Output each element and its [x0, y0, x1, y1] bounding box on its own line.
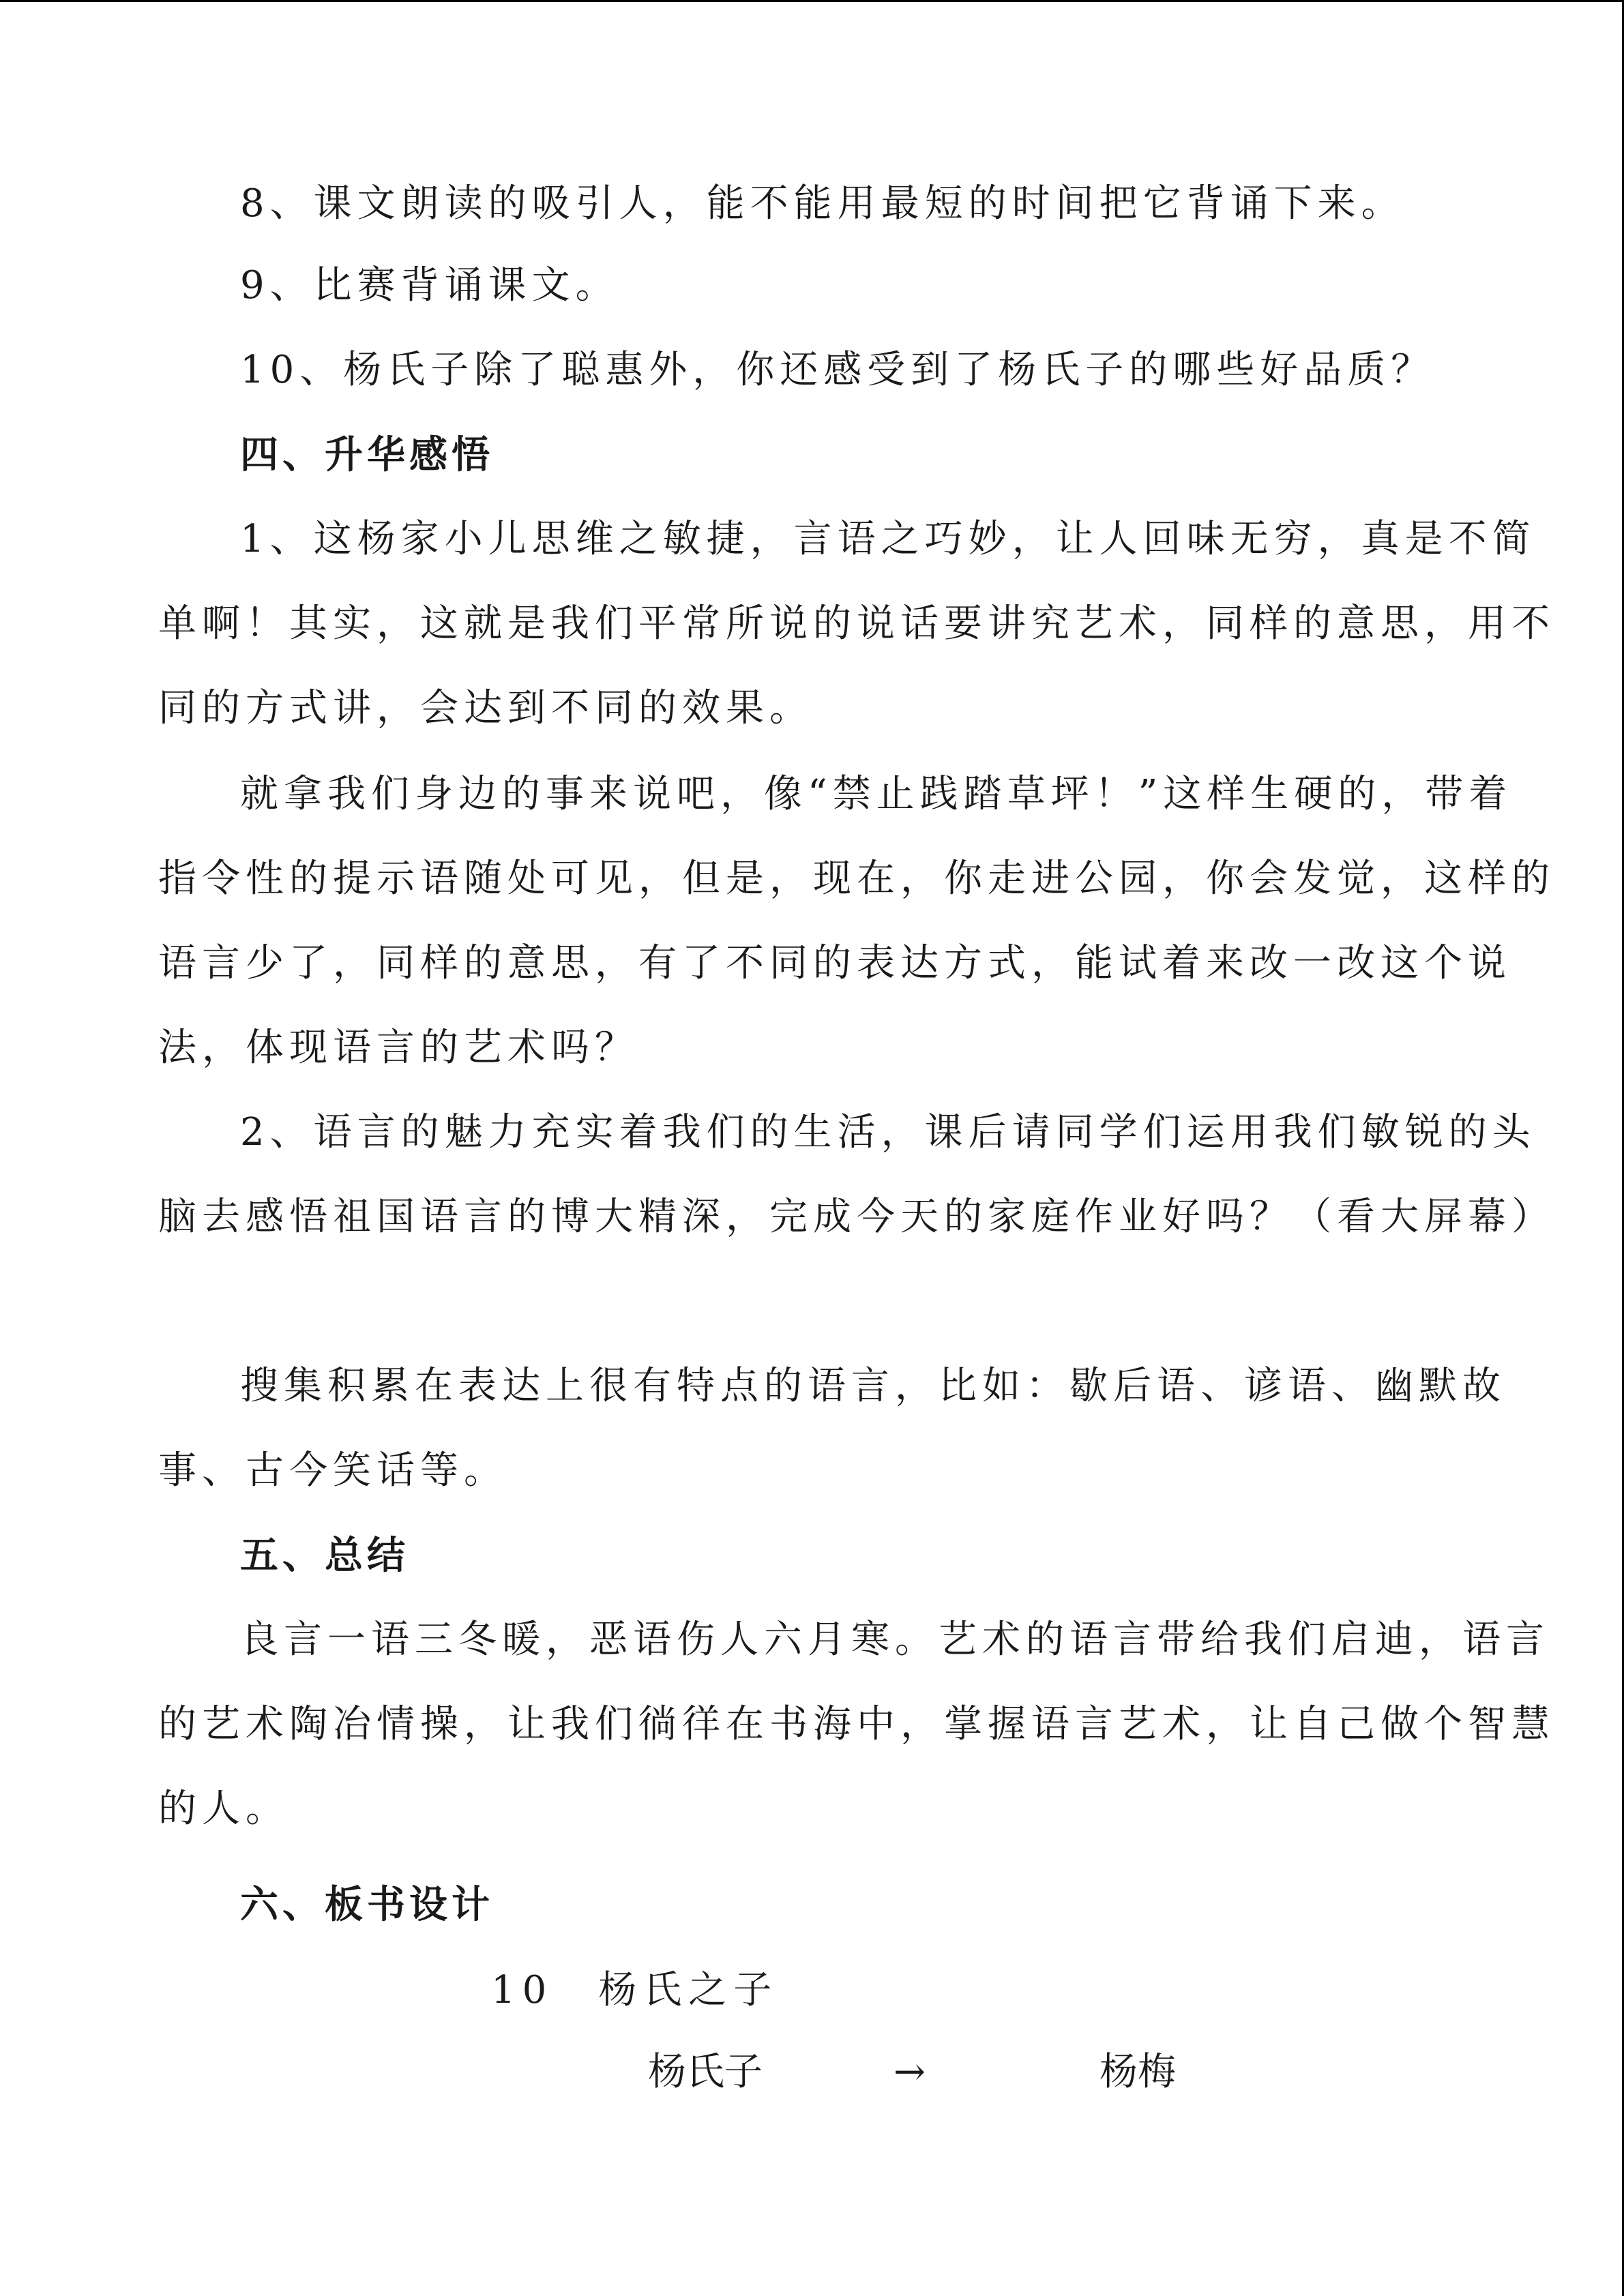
- section-heading-5: 五、总结: [240, 1533, 409, 1578]
- arrow-icon: →: [894, 2050, 926, 2094]
- paragraph-line-8: 8、课文朗读的吸引人，能不能用最短的时间把它背诵下来。: [240, 181, 1405, 226]
- paragraph-line: 事、古今笑话等。: [158, 1448, 507, 1493]
- paragraph-line: 良言一语三冬暖，恶语伤人六月寒。艺术的语言带给我们启迪，语言: [240, 1617, 1550, 1662]
- paragraph-line: 的艺术陶冶情操，让我们徜徉在书海中，掌握语言艺术，让自己做个智慧: [158, 1702, 1555, 1746]
- paragraph-line: 就拿我们身边的事来说吧，像“禁止践踏草坪！”这样生硬的，带着: [240, 772, 1513, 816]
- board-right-term: 杨梅: [1099, 2050, 1176, 2094]
- paragraph-line: 脑去感悟祖国语言的博大精深，完成今天的家庭作业好吗？（看大屏幕）: [158, 1195, 1555, 1239]
- paragraph-line: 2、语言的魅力充实着我们的生活，课后请同学们运用我们敏锐的头: [240, 1110, 1536, 1154]
- paragraph-line: 法，体现语言的艺术吗？: [158, 1026, 638, 1070]
- board-title: 10 杨氏之子: [491, 1968, 779, 2012]
- paragraph-line: 指令性的提示语随处可见，但是，现在，你走进公园，你会发觉，这样的: [158, 856, 1555, 901]
- paragraph-line: 1、这杨家小儿思维之敏捷，言语之巧妙，让人回味无穷，真是不简: [240, 517, 1536, 561]
- paragraph-line: 搜集积累在表达上很有特点的语言，比如：歇后语、谚语、幽默故: [240, 1364, 1506, 1408]
- paragraph-line: 语言少了，同样的意思，有了不同的表达方式，能试着来改一改这个说: [158, 941, 1511, 985]
- paragraph-line: 同的方式讲，会达到不同的效果。: [158, 686, 813, 730]
- board-left-term: 杨氏子: [648, 2050, 763, 2094]
- section-heading-4: 四、升华感悟: [240, 432, 494, 477]
- paragraph-line: 单啊！其实，这就是我们平常所说的说话要讲究艺术，同样的意思，用不: [158, 601, 1555, 646]
- section-heading-6: 六、板书设计: [240, 1882, 494, 1927]
- paragraph-line-10: 10、杨氏子除了聪惠外，你还感受到了杨氏子的哪些好品质？: [240, 348, 1435, 392]
- paragraph-line-9: 9、比赛背诵课文。: [240, 263, 619, 308]
- paragraph-line: 的人。: [158, 1787, 289, 1831]
